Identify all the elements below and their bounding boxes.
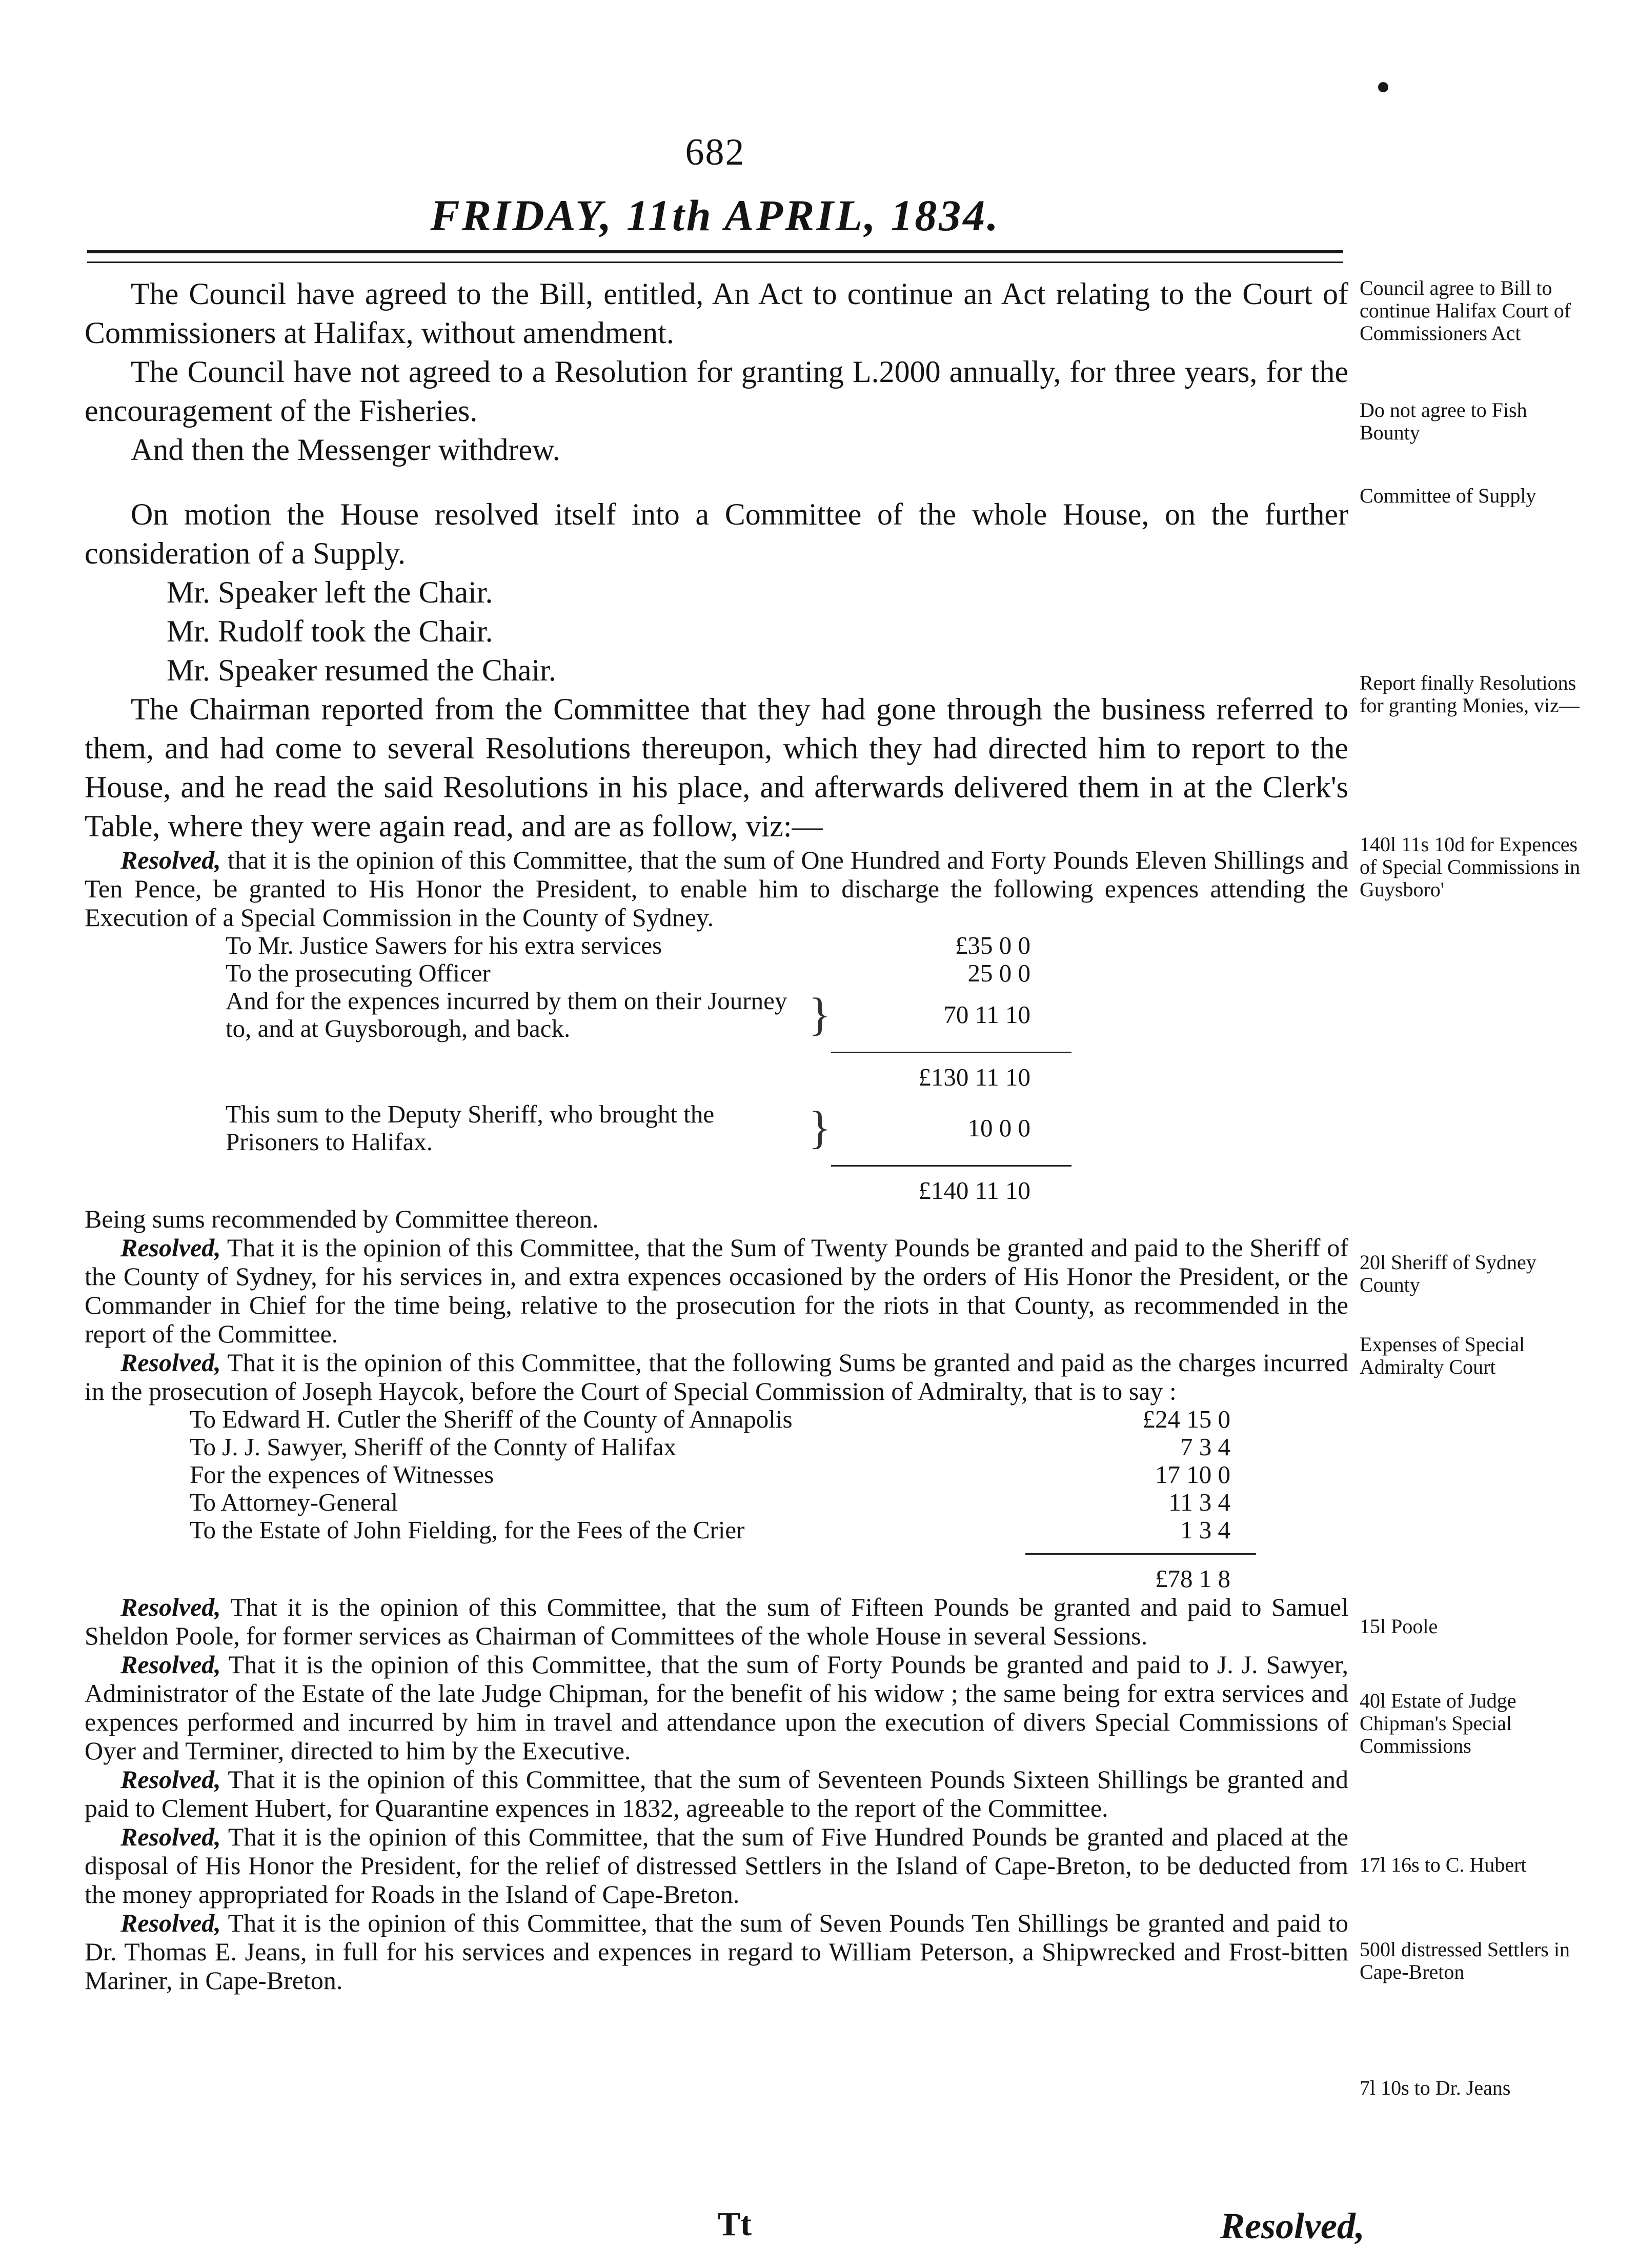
resolution-6 [85, 1765, 1348, 1822]
margin-note-sheriff-sydney: 20l Sheriff of Sydney County [1360, 1251, 1536, 1296]
table-row [226, 932, 1071, 959]
margin-note-report-finally: Report finally Resolutions for granting Monies, viz— [1360, 671, 1580, 717]
resolution-3 [85, 1348, 1348, 1406]
resolved-word: Resolved, [120, 1650, 221, 1679]
account-item-amount: £24 15 0 [1142, 1405, 1230, 1433]
resolution-2-text: That it is the opinion of this Committee, that the Sum of Twenty Pounds be granted and paid to the Sheriff of the County of Sydney, for his services in, and extra expences occasioned by the orders of His Honor the President, or the Commander in Chief for the time being, relative to the prosecution for the riots in that County, as recommended in the report of the Committee. [85, 1233, 1349, 1348]
margin-note-special-commission: 140l 11s 10d for Expences of Special Commissions in Guysboro' [1360, 833, 1580, 901]
resolution-6-text: That it is the opinion of this Committee, that the sum of Seventeen Pounds Sixteen Shillings be granted and paid to Clement Hubert, for Quarantine expences in 1832, agreeable to the report of the Committee. [85, 1765, 1348, 1822]
resolved-word: Resolved, [120, 1909, 221, 1937]
resolution-1-text: that it is the opinion of this Committee, that the sum of One Hundred and Forty Pounds Eleven Shillings and Ten Pence, be granted to His Honor the President, to enable him to discharge the following expences attending the Execution of a Special Commission in the County of Sydney. [85, 846, 1348, 932]
resolutions-block [85, 846, 1348, 1995]
account-item-description: To J. J. Sawyer, Sheriff of the Connty of Halifax [190, 1433, 677, 1461]
resolution-7-text: That it is the opinion of this Committee, that the sum of Five Hundred Pounds be granted and placed at the disposal of His Honor the President, for the relief of distressed Settlers in the Island of Cape-Breton, to be deducted from the money appropriated for Roads in the Island of Cape-Breton. [85, 1822, 1348, 1909]
subtotal-amount: £130 11 10 [831, 1053, 1071, 1092]
margin-note-fish-bounty: Do not agree to Fish Bounty [1360, 398, 1527, 444]
margin-note-admiralty: Expenses of Special Admiralty Court [1360, 1333, 1525, 1378]
ink-dot [1378, 82, 1388, 92]
account-item-amount: 1 3 4 [1180, 1516, 1230, 1544]
table-row [190, 1489, 1256, 1516]
total-row [226, 1166, 1071, 1205]
resolution-4-text: That it is the opinion of this Committee, that the sum of Fifteen Pounds be granted and paid to Samuel Sheldon Poole, for former services as Chairman of Committees of the whole House in several Sessions. [85, 1593, 1348, 1650]
account-item-amount: 25 0 0 [967, 959, 1030, 987]
resolution-4 [85, 1593, 1348, 1650]
margin-note-chipman: 40l Estate of Judge Chipman's Special Commissions [1360, 1689, 1516, 1757]
chairman-report-paragraph: The Chairman reported from the Committee that they had gone through the business referred to them, and had come to several Resolutions thereupon, which they had directed him to report to the House, and he read the said Resolutions in his place, and afterwards delivered them in at the Clerk's Table, where they were again read, and are as follow, viz:— [85, 692, 1348, 843]
resolved-word: Resolved, [120, 846, 221, 874]
admiralty-account-table [190, 1406, 1256, 1593]
resolution-2 [85, 1233, 1348, 1348]
resolved-word: Resolved, [120, 1593, 221, 1621]
rudolf-took-line: Mr. Rudolf took the Chair. [167, 614, 493, 648]
council-bill-paragraph: The Council have agreed to the Bill, entitled, An Act to continue an Act relating to the Court of Commissioners at Halifax, without amendment. [85, 277, 1348, 350]
table-row [190, 1433, 1256, 1461]
brace-mark: } [808, 1102, 831, 1153]
account-item-amount: 7 3 4 [1180, 1433, 1230, 1461]
messenger-paragraph: And then the Messenger withdrew. [131, 433, 560, 467]
account-item-amount: 10 0 0 [967, 1114, 1030, 1142]
account-item-description: To Mr. Justice Sawers for his extra services [226, 931, 662, 959]
account-item-amount: 17 10 0 [1155, 1460, 1230, 1489]
resolution-5 [85, 1650, 1348, 1765]
brace-mark: } [808, 989, 831, 1040]
catchword: Resolved, [1220, 2205, 1365, 2246]
table-row [190, 1406, 1256, 1433]
resolution-1 [85, 846, 1348, 932]
resolved-word: Resolved, [120, 1233, 221, 1262]
margin-note-cape-breton: 500l distressed Settlers in Cape-Breton [1360, 1938, 1570, 1983]
total-amount: £140 11 10 [831, 1166, 1071, 1205]
resolved-word: Resolved, [120, 1822, 221, 1851]
resolved-word: Resolved, [120, 1348, 221, 1377]
resolution-8 [85, 1909, 1348, 1995]
page-title: FRIDAY, 11th APRIL, 1834. [430, 191, 1000, 240]
account-item-description: To the Estate of John Fielding, for the Fees of the Crier [190, 1516, 745, 1544]
resolution-3-text: That it is the opinion of this Committee, that the following Sums be granted and paid as the charges incurred in the prosecution of Joseph Haycok, before the Court of Special Commission of Admiralty, that is to say : [85, 1348, 1348, 1406]
table-row [190, 1516, 1256, 1544]
table-row [190, 1461, 1256, 1489]
margin-note-hubert: 17l 16s to C. Hubert [1360, 1853, 1527, 1876]
title-rule [87, 250, 1343, 263]
margin-note-committee-supply: Committee of Supply [1360, 484, 1536, 507]
resolution-5-text: That it is the opinion of this Committee, that the sum of Forty Pounds be granted and paid to J. J. Sawyer, Administrator of the Estate of the late Judge Chipman, for the benefit of his widow ; the same being for extra services and expences performed and incurred by him in travel and attendance upon the execution of divers Special Commissions of Oyer and Terminer, directed to him by the Executive. [85, 1650, 1348, 1765]
total-amount: £78 1 8 [1025, 1554, 1256, 1593]
speaker-resumed-line: Mr. Speaker resumed the Chair. [167, 653, 556, 687]
account-item-description: To the prosecuting Officer [226, 959, 491, 987]
resolution-7 [85, 1822, 1348, 1909]
table-row [226, 1100, 1071, 1156]
total-row [190, 1554, 1256, 1593]
table-row [226, 959, 1071, 987]
signature-mark: Tt [718, 2205, 752, 2243]
resolution-8-text: That it is the opinion of this Committee, that the sum of Seven Pounds Ten Shillings be granted and paid to Dr. Thomas E. Jeans, in full for his services and expences in regard to William Peterson, a Shipwrecked and Frost-bitten Mariner, in Cape-Breton. [85, 1909, 1348, 1995]
margin-note-council-agree: Council agree to Bill to continue Halifax Court of Commissioners Act [1360, 276, 1571, 345]
account-item-description: To Edward H. Cutler the Sheriff of the County of Annapolis [190, 1405, 793, 1433]
account-item-amount: 11 3 4 [1168, 1488, 1230, 1516]
account-item-description: This sum to the Deputy Sheriff, who brought the Prisoners to Halifax. [226, 1100, 715, 1156]
margin-note-poole: 15l Poole [1360, 1615, 1438, 1638]
margin-note-jeans: 7l 10s to Dr. Jeans [1360, 2076, 1511, 2099]
account-item-description: For the expences of Witnesses [190, 1460, 494, 1489]
page-number: 682 [685, 131, 745, 173]
speaker-left-line: Mr. Speaker left the Chair. [167, 575, 493, 609]
account-item-amount: 70 11 10 [943, 1000, 1030, 1029]
council-resolution-paragraph: The Council have not agreed to a Resolution for granting L.2000 annually, for three years, for the encouragement of the Fisheries. [85, 355, 1348, 428]
special-commission-account-table [226, 932, 1071, 1205]
account-item-description: To Attorney-General [190, 1488, 398, 1516]
subtotal-row [226, 1053, 1071, 1092]
resolved-word: Resolved, [120, 1765, 221, 1794]
committee-motion-paragraph: On motion the House resolved itself into a Committee of the whole House, on the further consideration of a Supply. [85, 497, 1348, 570]
account-item-amount: £35 0 0 [955, 931, 1030, 959]
account-item-description: And for the expences incurred by them on their Journey to, and at Guysborough, and back. [226, 987, 787, 1042]
recommended-line: Being sums recommended by Committee thereon. [85, 1205, 599, 1233]
table-row [226, 987, 1071, 1042]
main-text [85, 274, 1348, 1995]
